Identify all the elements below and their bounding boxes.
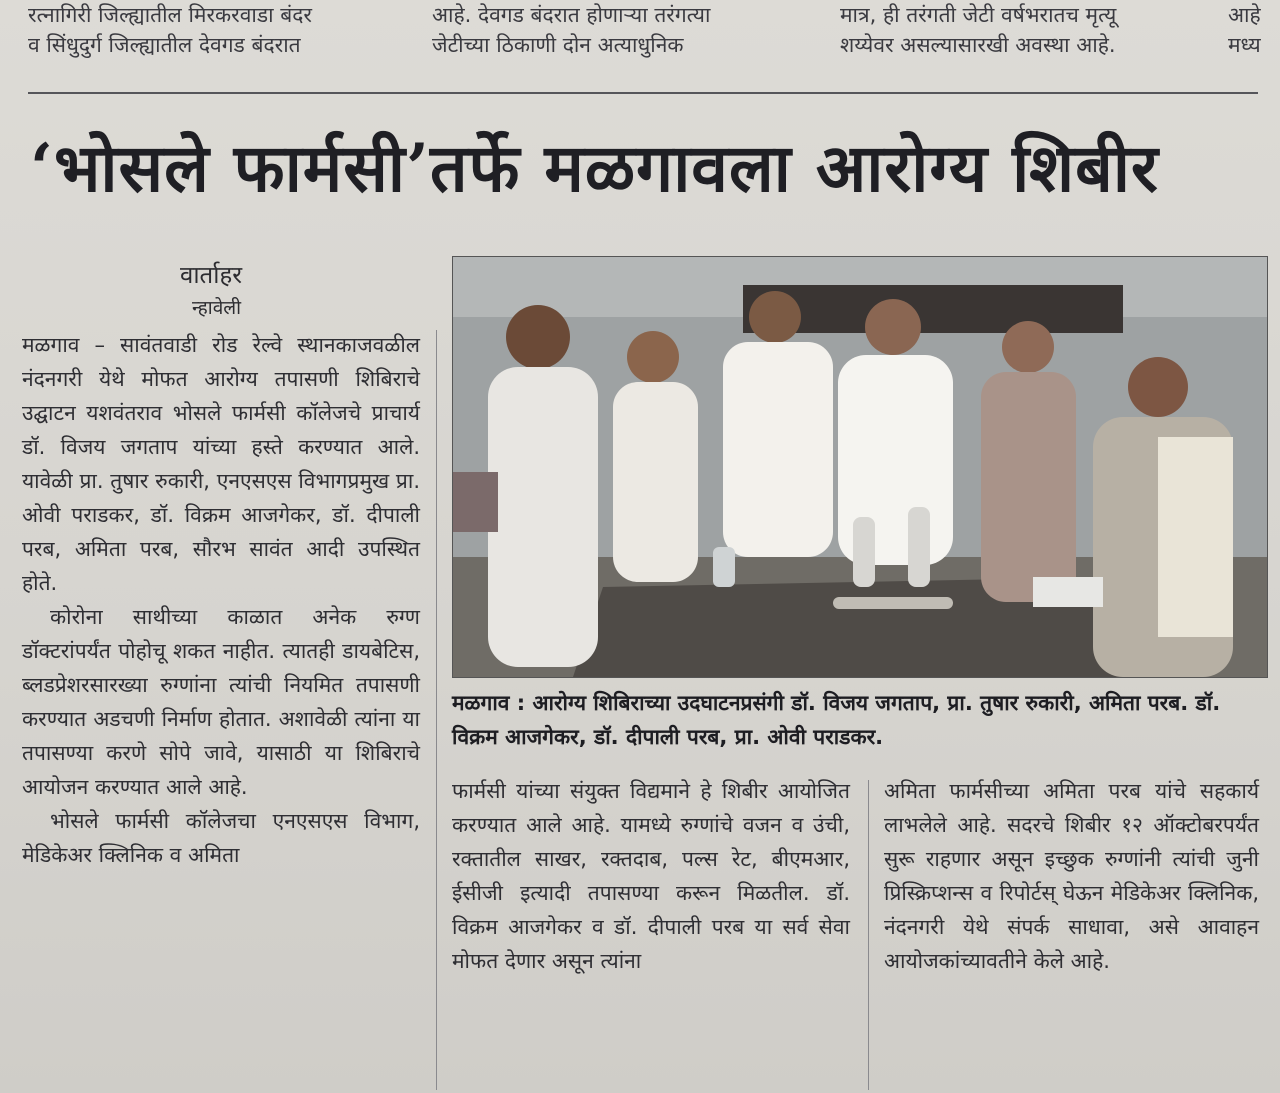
device — [1033, 577, 1103, 607]
article-paragraph: फार्मसी यांच्या संयुक्त विद्यमाने हे शिबीर आयोजित करण्यात आले आहे. यामध्ये रुग्णांचे वजन व उंची, रक्तातील साखर, रक्तदाब, पल्स रेट, बीएमआर, ईसीजी इत्यादी तपासण्या करून मिळतील. डॉ. विक्रम आजगेकर व डॉ. दीपाली परब या सर्व सेवा मोफत देणार असून त्यांना — [452, 779, 850, 973]
top-strip-line: आहे. देवगड बंदरात होणाऱ्या तरंगत्या — [432, 3, 711, 27]
photo-illustration — [453, 257, 1267, 677]
top-strip-line: शय्येवर असल्यासारखी अवस्था आहे. — [840, 33, 1116, 57]
article-byline: वार्ताहर — [180, 261, 243, 289]
top-strip-col-3 — [840, 0, 1200, 60]
top-strip-line: आहे — [1228, 3, 1261, 27]
article-paragraph: भोसले फार्मसी कॉलेजचा एनएसएस विभाग, मेडिकेअर क्लिनिक व अमिता — [22, 809, 420, 867]
top-strip-line: मध्य — [1228, 33, 1261, 57]
top-strip-line: रत्नागिरी जिल्ह्यातील मिरकरवाडा बंदर — [28, 3, 312, 27]
section-divider — [28, 92, 1258, 94]
article-column-2 — [452, 774, 850, 978]
wall-banner — [743, 285, 1123, 333]
lamp — [853, 517, 875, 587]
article-dateline: न्हावेली — [192, 297, 242, 319]
top-strip-line: जेटीच्या ठिकाणी दोन अत्याधुनिक — [432, 33, 684, 57]
article-paragraph: मळगाव – सावंतवाडी रोड रेल्वे स्थानकाजवळील नंदनगरी येथे मोफत आरोग्य तपासणी शिबिराचे उद्घाटन यशवंतराव भोसले फार्मसी कॉलेजचे प्राचार्य डॉ. विजय जगताप यांच्या हस्ते करण्यात आले. यावेळी प्रा. तुषार रुकारी, एनएसएस विभागप्रमुख प्रा. ओवी पराडकर, डॉ. विक्रम आजगेकर, डॉ. दीपाली परब, अमिता परब, सौरभ सावंत आदी उपस्थित होते. — [22, 333, 420, 595]
top-strip-line: मात्र, ही तरंगती जेटी वर्षभरातच मृत्यू — [840, 3, 1117, 27]
photo-caption: मळगाव : आरोग्य शिबिराच्या उदघाटनप्रसंगी डॉ. विजय जगताप, प्रा. तुषार रुकारी, अमिता परब. डॉ. विक्रम आजगेकर, डॉ. दीपाली परब, प्रा. ओवी पराडकर. — [452, 691, 1221, 749]
top-strip-col-2 — [432, 0, 802, 60]
plate — [833, 597, 953, 609]
previous-article-strip — [0, 0, 1280, 78]
article-paragraph: कोरोना साथीच्या काळात अनेक रुग्ण डॉक्टरांपर्यंत पोहोचू शकत नाहीत. त्यातही डायबेटिस, ब्लडप्रेशरसारख्या रुग्णांना त्यांची नियमित तपासणी करण्यात अडचणी निर्माण होतात. अशावेळी त्यांना या तपासण्या करणे सोपे जावे, यासाठी या शिबिराचे आयोजन करण्यात आले आहे. — [22, 605, 420, 799]
top-strip-line: व सिंधुदुर्ग जिल्ह्यातील देवगड बंदरात — [28, 33, 301, 57]
lamp — [908, 507, 930, 587]
article-headline: ‘भोसले फार्मसी’तर्फे मळगावला आरोग्य शिबीर — [30, 129, 1159, 207]
article-column-3 — [884, 774, 1259, 978]
top-strip-col-1 — [28, 0, 408, 60]
bottle — [713, 547, 735, 587]
article-paragraph: अमिता फार्मसीच्या अमिता परब यांचे सहकार्य लाभलेले आहे. सदरचे शिबीर १२ ऑक्टोबरपर्यंत सुरू राहणार असून इच्छुक रुग्णांनी त्यांची जुनी प्रिस्क्रिप्शन्स व रिपोर्टस् घेऊन मेडिकेअर क्लिनिक, नंदनगरी येथे संपर्क साधावा, असे आवाहन आयोजकांच्यावतीने केले आहे. — [884, 779, 1259, 973]
article-column-1 — [22, 328, 420, 872]
article-photo — [452, 256, 1268, 678]
column-divider — [436, 330, 437, 1090]
top-strip-col-4 — [1228, 0, 1280, 60]
column-divider — [868, 780, 869, 1090]
